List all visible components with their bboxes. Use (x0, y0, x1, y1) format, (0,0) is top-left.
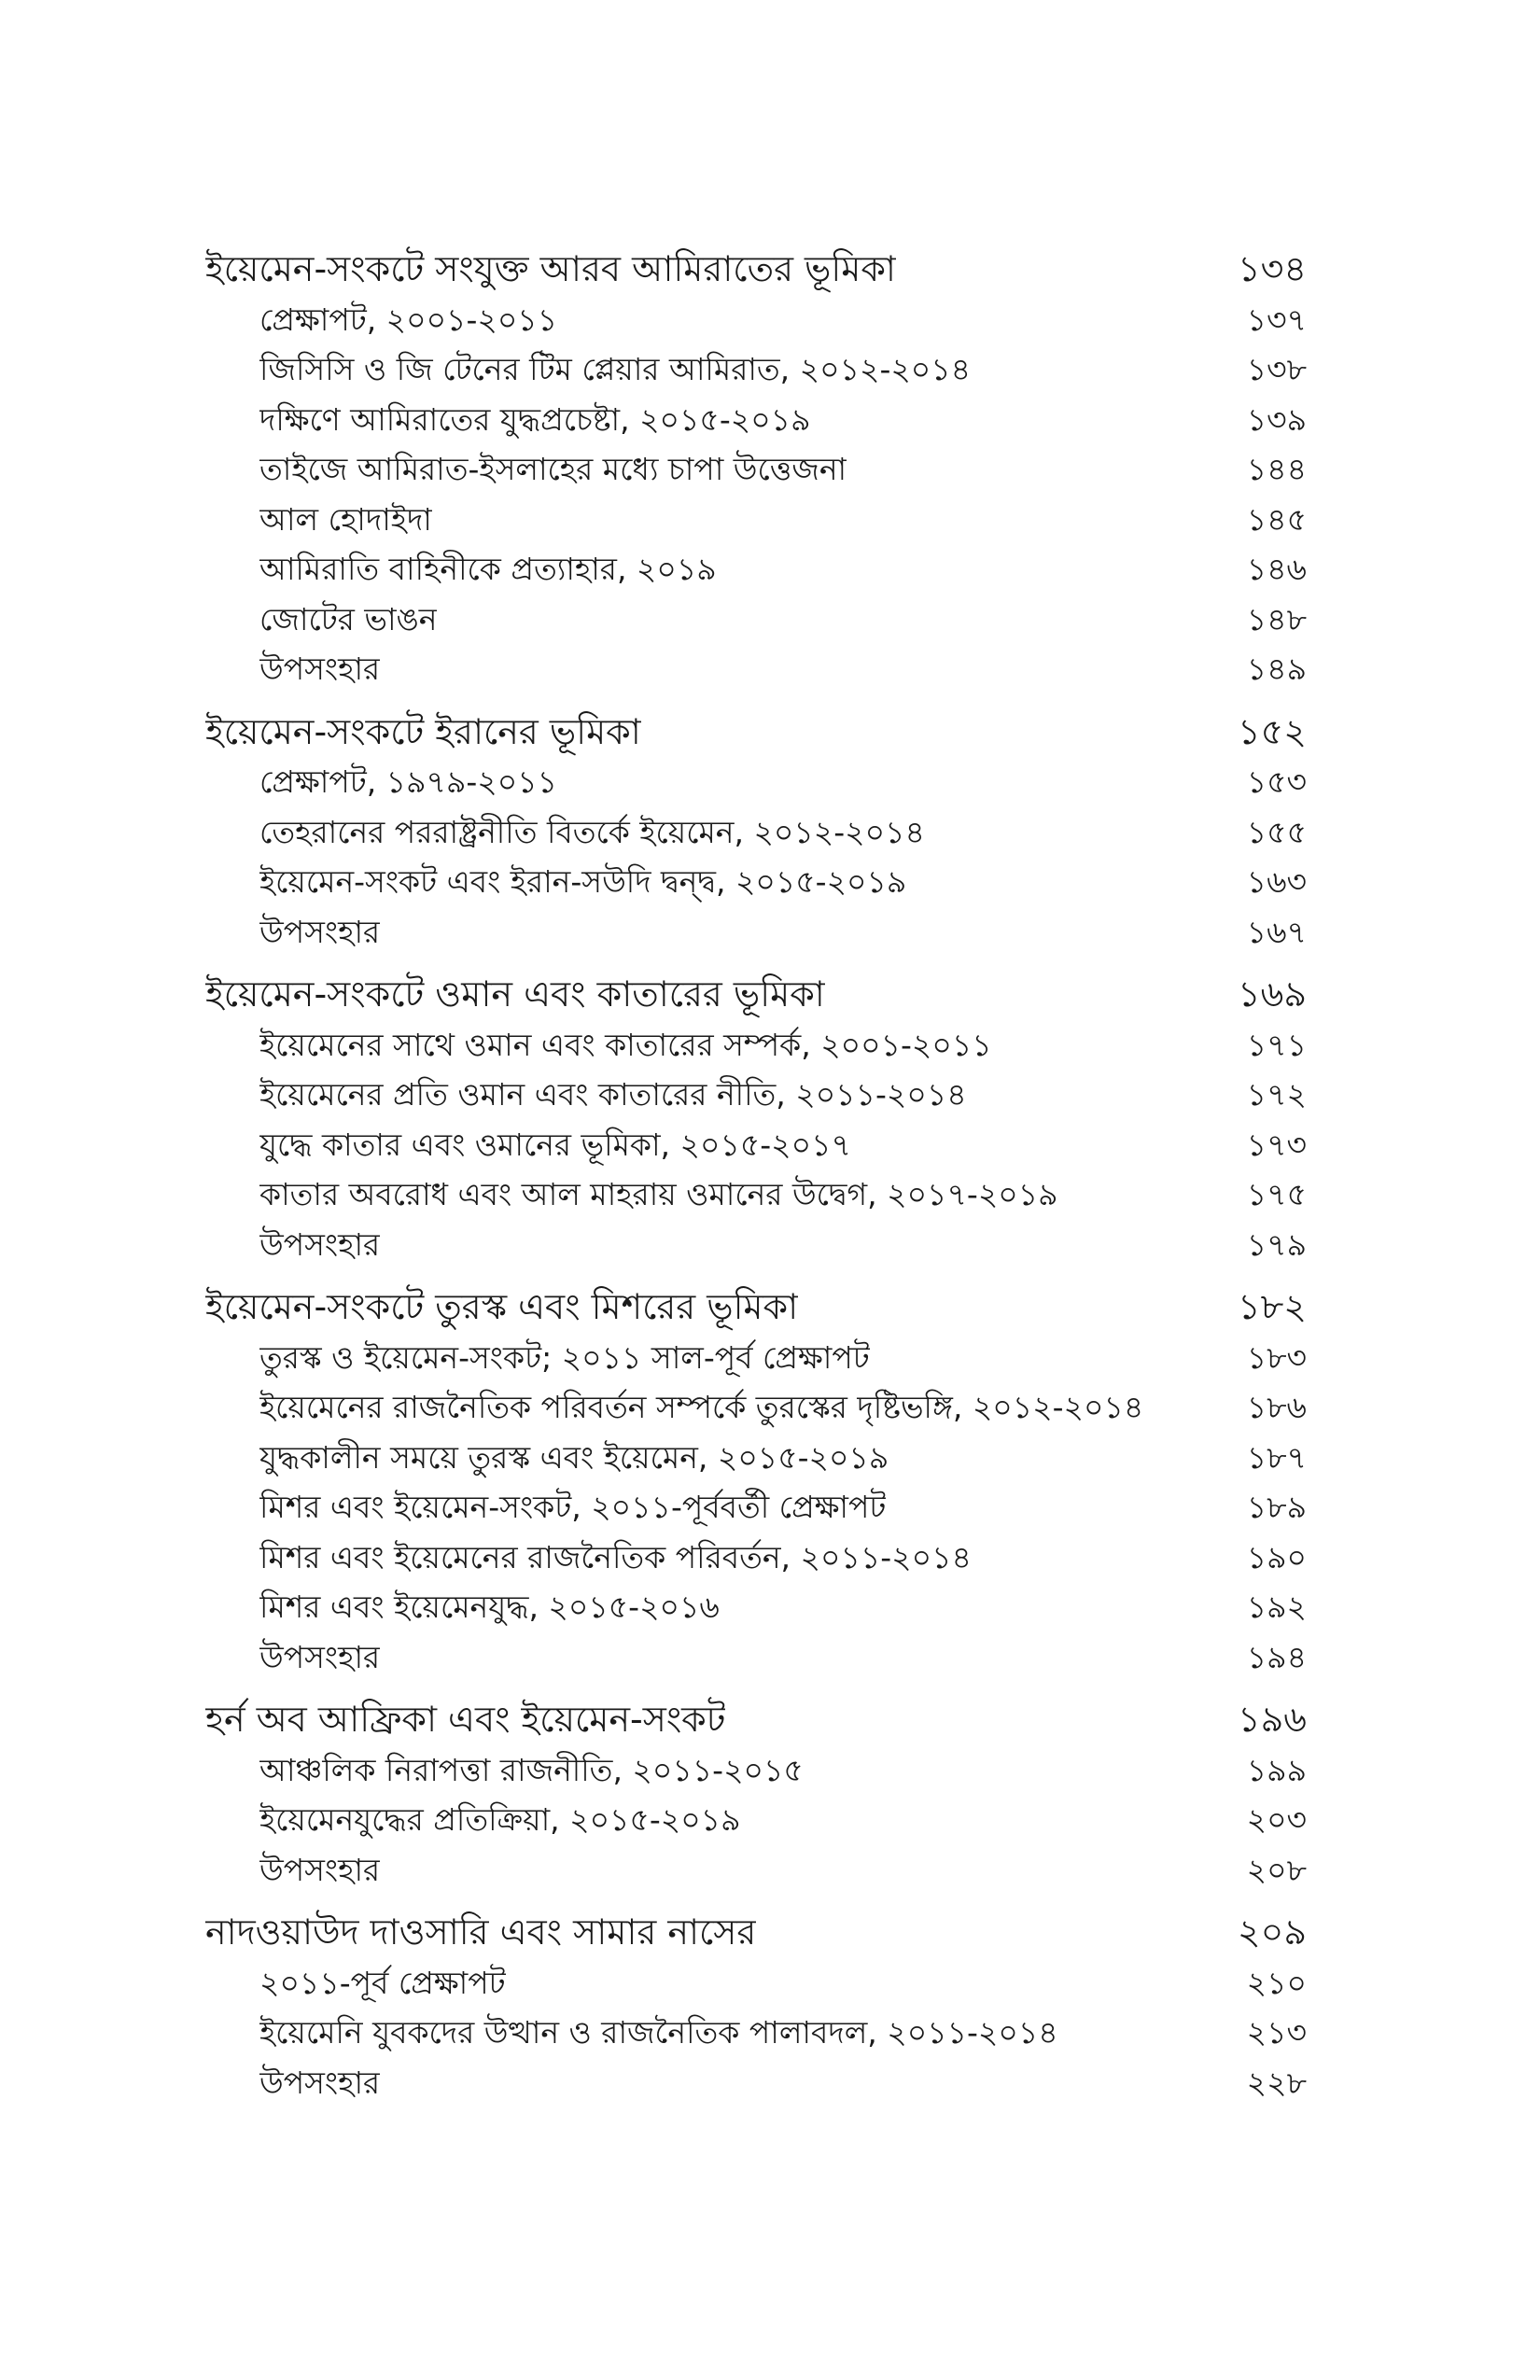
toc-entry (205, 1533, 1307, 1583)
toc-entry (205, 757, 1307, 807)
toc-entry (205, 1482, 1307, 1533)
entry-title: আঞ্চলিক নিরাপত্তা রাজনীতি, ২০১১-২০১৫ (259, 1751, 804, 1788)
entry-page-number: ২০৩ (1246, 1801, 1307, 1838)
entry-title: উপসংহার (259, 1851, 381, 1888)
toc-chapter-heading (205, 245, 1307, 295)
entry-title: উপসংহার (259, 1638, 381, 1675)
entry-page-number: ১৬৭ (1246, 913, 1307, 950)
toc-entry (205, 1845, 1307, 1896)
entry-title: ইয়েমেনযুদ্ধের প্রতিক্রিয়া, ২০১৫-২০১৯ (259, 1801, 741, 1838)
toc-entry (205, 1582, 1307, 1632)
entry-page-number: ১৩৯ (1246, 400, 1307, 438)
toc-section (205, 245, 1307, 694)
entry-title: আল হোদাইদা (259, 500, 432, 538)
entry-page-number: ১৪৫ (1246, 500, 1307, 538)
entry-page-number: ১৫৫ (1246, 813, 1307, 850)
entry-page-number: ২০৮ (1246, 1851, 1307, 1888)
toc-entry (205, 544, 1307, 595)
toc-entry (205, 344, 1307, 395)
entry-page-number: ১৪৬ (1246, 551, 1307, 587)
entry-title: উপসংহার (259, 913, 381, 950)
entry-title: প্রেক্ষাপট, ১৯৭৯-২০১১ (259, 763, 558, 800)
chapter-page-number: ১৩৪ (1237, 248, 1307, 289)
toc-entry (205, 295, 1307, 345)
chapter-page-number: ১৯৬ (1237, 1699, 1307, 1740)
chapter-page-number: ১৫২ (1237, 710, 1307, 752)
toc-entry (205, 857, 1307, 907)
entry-title: যুদ্ধকালীন সময়ে তুরস্ক এবং ইয়েমেন, ২০১৫-২০১৯ (259, 1438, 889, 1476)
toc-entry (205, 2058, 1307, 2108)
entry-page-number: ১৬৩ (1246, 863, 1307, 900)
entry-title: জোটের ভাঙন (259, 600, 438, 637)
toc-entry (205, 444, 1307, 495)
entry-page-number: ১৯০ (1246, 1538, 1307, 1575)
entry-page-number: ২১০ (1246, 1964, 1307, 2001)
chapter-title: ইয়েমেন-সংকটে সংযুক্ত আরব আমিরাতের ভূমিকা (205, 248, 896, 289)
chapter-title: ইয়েমেন-সংকটে ইরানের ভূমিকা (205, 710, 641, 752)
toc-entry (205, 1020, 1307, 1071)
toc-entry (205, 907, 1307, 958)
toc-chapter-heading (205, 707, 1307, 758)
toc-entry (205, 1120, 1307, 1170)
chapter-title: ইয়েমেন-সংকটে ওমান এবং কাতারের ভূমিকা (205, 973, 825, 1015)
toc-entry (205, 1220, 1307, 1270)
chapter-page-number: ১৮২ (1237, 1286, 1307, 1327)
entry-title: তুরস্ক ও ইয়েমেন-সংকট; ২০১১ সাল-পূর্ব প্রেক্ষাপট (259, 1338, 870, 1376)
entry-page-number: ১৯২ (1246, 1589, 1307, 1625)
entry-title: ২০১১-পূর্ব প্রেক্ষাপট (259, 1964, 506, 2001)
toc-section (205, 707, 1307, 958)
toc-entry (205, 644, 1307, 694)
chapter-page-number: ১৬৯ (1237, 973, 1307, 1015)
entry-page-number: ১৩৮ (1246, 351, 1307, 387)
toc-chapter-heading (205, 1695, 1307, 1745)
toc-entry (205, 2008, 1307, 2058)
entry-title: তাইজে আমিরাত-ইসলাহের মধ্যে চাপা উত্তেজনা (259, 451, 847, 487)
entry-title: উপসংহার (259, 2064, 381, 2101)
entry-page-number: ১৮৭ (1246, 1438, 1307, 1476)
entry-title: ইয়েমেনের সাথে ওমান এবং কাতারের সম্পর্ক, ২০০১-২০১১ (259, 1026, 992, 1063)
entry-page-number: ১৪৮ (1246, 600, 1307, 637)
entry-title: প্রেক্ষাপট, ২০০১-২০১১ (259, 301, 558, 338)
toc-chapter-heading (205, 1282, 1307, 1333)
toc-chapter-heading (205, 970, 1307, 1020)
toc-entry (205, 1333, 1307, 1383)
toc-entry (205, 1070, 1307, 1120)
entry-page-number: ১৫৩ (1246, 763, 1307, 800)
entry-title: উপসংহার (259, 1225, 381, 1263)
entry-title: আমিরাতি বাহিনীকে প্রত্যাহার, ২০১৯ (259, 551, 717, 587)
toc-entry (205, 1795, 1307, 1845)
entry-title: মিশর এবং ইয়েমেনের রাজনৈতিক পরিবর্তন, ২০১১-২০১৪ (259, 1538, 972, 1575)
toc-entry (205, 1382, 1307, 1433)
entry-page-number: ১৯৪ (1246, 1638, 1307, 1675)
entry-page-number: ১৭৩ (1246, 1126, 1307, 1163)
entry-page-number: ১৮৩ (1246, 1338, 1307, 1376)
entry-page-number: ২১৩ (1246, 2014, 1307, 2051)
entry-title: যুদ্ধে কাতার এবং ওমানের ভূমিকা, ২০১৫-২০১৭ (259, 1126, 851, 1163)
toc-entry (205, 1958, 1307, 2009)
entry-title: মিশর এবং ইয়েমেনযুদ্ধ, ২০১৫-২০১৬ (259, 1589, 720, 1625)
entry-page-number: ২২৮ (1246, 2064, 1307, 2101)
toc-section (205, 1282, 1307, 1682)
toc-entry (205, 595, 1307, 645)
toc-section (205, 1908, 1307, 2107)
entry-title: তেহরানের পররাষ্ট্রনীতি বিতর্কে ইয়েমেন, ২০১২-২০১৪ (259, 813, 925, 850)
toc-entry (205, 395, 1307, 445)
toc-chapter-heading (205, 1908, 1307, 1958)
entry-title: ইয়েমেনের প্রতি ওমান এবং কাতারের নীতি, ২০১১-২০১৪ (259, 1076, 967, 1113)
entry-title: কাতার অবরোধ এবং আল মাহরায় ওমানের উদ্বেগ, ২০১৭-২০১৯ (259, 1176, 1058, 1212)
chapter-title: নাদওয়াউদ দাওসারি এবং সামার নাসের (205, 1911, 757, 1953)
entry-page-number: ১৭৯ (1246, 1225, 1307, 1263)
toc-entry (205, 1745, 1307, 1796)
chapter-title: ইয়েমেন-সংকটে তুরস্ক এবং মিশরের ভূমিকা (205, 1286, 799, 1327)
entry-title: ইয়েমেনের রাজনৈতিক পরিবর্তন সম্পর্কে তুরস্কের দৃষ্টিভঙ্গি, ২০১২-২০১৪ (259, 1389, 1144, 1425)
toc-entry (205, 1433, 1307, 1483)
entry-title: দক্ষিণে আমিরাতের যুদ্ধপ্রচেষ্টা, ২০১৫-২০১৯ (259, 400, 811, 438)
chapter-title: হর্ন অব আফ্রিকা এবং ইয়েমেন-সংকট (205, 1699, 726, 1740)
entry-page-number: ১৪৪ (1246, 451, 1307, 487)
entry-title: মিশর এবং ইয়েমেন-সংকট, ২০১১-পূর্ববর্তী প্রেক্ষাপট (259, 1489, 887, 1525)
entry-title: ইয়েমেনি যুবকদের উত্থান ও রাজনৈতিক পালাবদল, ২০১১-২০১৪ (259, 2014, 1058, 2051)
toc-section (205, 1695, 1307, 1895)
table-of-contents (205, 245, 1307, 2121)
entry-page-number: ১৮৬ (1246, 1389, 1307, 1425)
toc-entry (205, 1169, 1307, 1220)
entry-page-number: ১৭১ (1246, 1026, 1307, 1063)
entry-title: উপসংহার (259, 651, 381, 687)
entry-title: ইয়েমেন-সংকট এবং ইরান-সউদি দ্বন্দ্ব, ২০১৫-২০১৯ (259, 863, 907, 900)
entry-page-number: ১৭৫ (1246, 1176, 1307, 1212)
entry-title: জিসিসি ও জি টেনের টিম প্লেয়ার আমিরাত, ২০১২-২০১৪ (259, 351, 972, 387)
toc-entry (205, 1632, 1307, 1683)
toc-entry (205, 495, 1307, 545)
chapter-page-number: ২০৯ (1237, 1911, 1307, 1953)
toc-entry (205, 807, 1307, 858)
entry-page-number: ১৯৯ (1246, 1751, 1307, 1788)
entry-page-number: ১৮৯ (1246, 1489, 1307, 1525)
entry-page-number: ১৩৭ (1246, 301, 1307, 338)
entry-page-number: ১৭২ (1246, 1076, 1307, 1113)
toc-section (205, 970, 1307, 1269)
entry-page-number: ১৪৯ (1246, 651, 1307, 687)
